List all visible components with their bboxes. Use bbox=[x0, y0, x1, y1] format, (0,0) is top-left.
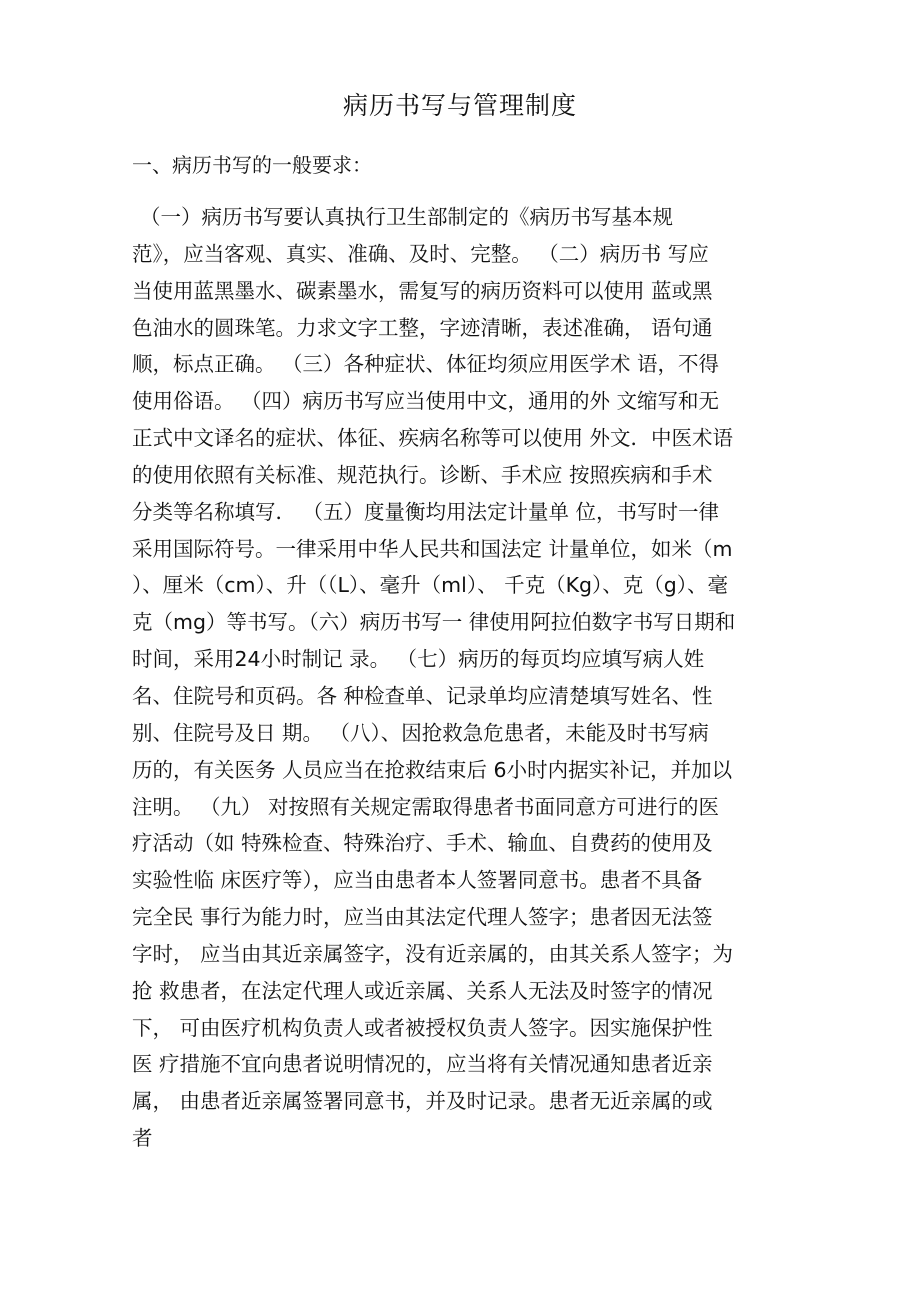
body-line: （一）病历书写要认真执行卫生部制定的《病历书写基本规 bbox=[140, 205, 673, 229]
body-line: 采用国际符号。一律采用中华人民共和国法定 计量单位，如米（m bbox=[132, 536, 733, 561]
body-line: 字时， 应当由其近亲属签字，没有近亲属的，由其关系人签字；为 bbox=[132, 941, 734, 966]
body-paragraph bbox=[132, 199, 802, 1157]
body-line: 历的，有关医务 人员应当在抢救结束后 6小时内据实补记，并加以 bbox=[132, 757, 733, 782]
body-line: ）、厘米（cm）、升（（L）、毫升（ml）、 千克（Kg）、克（g）、毫 bbox=[132, 573, 729, 598]
page-title: 病历书写与管理制度 bbox=[342, 91, 577, 120]
body-line: 顺，标点正确。 （三）各种症状、体征均须应用医学术 语，不得 bbox=[132, 352, 720, 377]
body-line: 时间，采用24小时制记 录。 （七）病历的每页均应填写病人姓 bbox=[132, 647, 705, 672]
body-line: 色油水的圆珠笔。力求文字工整，字迹清晰，表述准确， 语句通 bbox=[132, 315, 713, 340]
body-line: 疗活动（如 特殊检查、特殊治疗、手术、输血、自费药的使用及 bbox=[132, 831, 713, 856]
body-line: 完全民 事行为能力时，应当由其法定代理人签字；患者因无法签 bbox=[132, 905, 713, 930]
body-line: 者 bbox=[132, 1126, 153, 1151]
body-line: 医 疗措施不宜向患者说明情况的，应当将有关情况通知患者近亲 bbox=[132, 1052, 713, 1077]
body-line: 名、住院号和页码。各 种检查单、记录单均应清楚填写姓名、性 bbox=[132, 683, 713, 708]
body-line: 别、住院号及日 期。 （八）、因抢救急危患者，未能及时书写病 bbox=[132, 720, 709, 745]
body-line: 注明。 （九） 对按照有关规定需取得患者书面同意方可进行的医 bbox=[132, 794, 720, 819]
body-line: 下， 可由医疗机构负责人或者被授权负责人签字。因实施保护性 bbox=[132, 1015, 713, 1040]
body-line: 实验性临 床医疗等），应当由患者本人签署同意书。患者不具备 bbox=[132, 868, 703, 893]
body-line: 抢 救患者，在法定代理人或近亲属、关系人无法及时签字的情况 bbox=[132, 978, 713, 1003]
body-line: 属， 由患者近亲属签署同意书，并及时记录。患者无近亲属的或 bbox=[132, 1089, 713, 1114]
body-line: 的使用依照有关标准、规范执行。诊断、手术应 按照疾病和手术 bbox=[132, 462, 713, 487]
section-heading: 一、病历书写的一般要求： bbox=[132, 153, 372, 177]
body-line: 使用俗语。 （四）病历书写应当使用中文，通用的外 文缩写和无 bbox=[132, 389, 720, 414]
body-line: 范》，应当客观、真实、准确、及时、完整。 （二）病历书 写应 bbox=[132, 241, 709, 266]
body-line: 正式中文译名的症状、体征、疾病名称等可以使用 外文．中医术语 bbox=[132, 426, 734, 451]
body-line: 当使用蓝黑墨水、碳素墨水，需复写的病历资料可以使用 蓝或黑 bbox=[132, 278, 713, 303]
body-line: 分类等名称填写． （五）度量衡均用法定计量单 位，书写时一律 bbox=[132, 499, 720, 524]
body-line: 克（mg）等书写。（六）病历书写一 律使用阿拉伯数字书写日期和 bbox=[132, 610, 736, 635]
